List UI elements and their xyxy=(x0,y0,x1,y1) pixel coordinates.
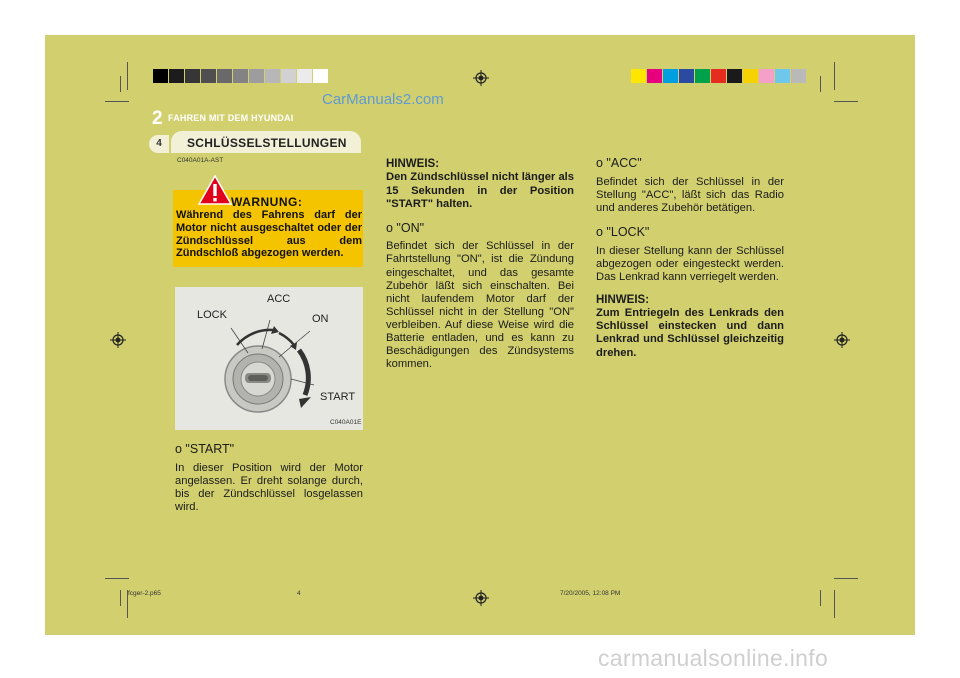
reference-code: C040A01A-AST xyxy=(177,157,224,164)
section-title: SCHLÜSSELSTELLUNGEN xyxy=(171,131,361,153)
color-swatch xyxy=(153,69,168,83)
color-swatch xyxy=(727,69,742,83)
color-swatch xyxy=(663,69,678,83)
watermark-link[interactable]: CarManuals2.com xyxy=(322,91,444,108)
figure-code: C040A01E xyxy=(330,419,362,426)
middle-column-text xyxy=(386,158,574,371)
start-heading: o "START" xyxy=(175,442,235,456)
registration-mark-icon xyxy=(473,70,489,86)
color-swatch xyxy=(759,69,774,83)
footer-datetime: 7/20/2005, 12:08 PM xyxy=(560,590,621,597)
figure-label-lock: LOCK xyxy=(197,309,227,321)
color-swatch xyxy=(743,69,758,83)
color-swatch xyxy=(249,69,264,83)
figure-label-on: ON xyxy=(312,313,329,325)
bottom-watermark-link[interactable]: carmanualsonline.info xyxy=(598,645,829,671)
on-text: Befindet sich der Schlüssel in der Fahrtstellung "ON", ist die Zündung eingeschaltet, und das gesamte Zubehör läßt sich einschalten. Bei nicht laufendem Motor darf der Schlüssel nicht in der Stellung "ON" verbleiben. Auf diese Weise wird die Batterie entladen, und es kann zu Beschädigungen des Zündsystems kommen. xyxy=(386,240,574,371)
color-swatch xyxy=(169,69,184,83)
color-swatch xyxy=(281,69,296,83)
color-swatch xyxy=(695,69,710,83)
right-note-heading: HINWEIS: xyxy=(596,293,650,306)
right-note-text: Zum Entriegeln des Lenkrads den Schlüssel einstecken und dann Lenkrad und Schlüssel gleichzeitig drehen. xyxy=(596,307,784,359)
color-swatch xyxy=(775,69,790,83)
color-swatch xyxy=(297,69,312,83)
registration-mark-icon xyxy=(473,590,489,606)
color-swatch xyxy=(647,69,662,83)
figure-label-start: START xyxy=(320,391,356,403)
chapter-title: FAHREN MIT DEM HYUNDAI xyxy=(168,113,294,123)
color-swatch xyxy=(631,69,646,83)
note-text: Den Zündschlüssel nicht länger als 15 Sekunden in der Position "START" halten. xyxy=(386,171,574,210)
right-column-text xyxy=(596,146,784,360)
registration-mark-icon xyxy=(834,332,850,348)
start-text: In dieser Position wird der Motor angelassen. Er dreht solange durch, bis der Zündschlüssel losgelassen wird. xyxy=(175,461,363,513)
on-heading: o "ON" xyxy=(386,220,425,235)
figure-label-acc: ACC xyxy=(267,293,291,305)
color-swatch xyxy=(679,69,694,83)
footer-file: fcger-2.p65 xyxy=(128,590,161,597)
color-swatch xyxy=(313,69,328,83)
warning-triangle-icon xyxy=(198,175,232,205)
lock-text: In dieser Stellung kann der Schlüssel abgezogen oder eingesteckt werden. Das Lenkrad kann verriegelt werden. xyxy=(596,244,784,283)
color-swatch xyxy=(201,69,216,83)
lock-heading: o "LOCK" xyxy=(596,224,650,239)
color-swatch xyxy=(265,69,280,83)
ignition-figure xyxy=(175,287,363,430)
acc-heading: o "ACC" xyxy=(596,156,642,170)
warning-text: Während des Fahrens darf der Motor nicht ausgeschaltet oder der Zündschlüssel aus dem Zündschloß abgezogen werden. xyxy=(176,209,362,260)
left-column-text xyxy=(175,432,363,514)
color-swatch xyxy=(791,69,806,83)
color-swatch xyxy=(233,69,248,83)
page-number: 4 xyxy=(149,135,169,153)
color-swatch xyxy=(185,69,200,83)
warning-title: WARNUNG: xyxy=(231,195,303,209)
note-heading: HINWEIS: xyxy=(386,158,440,170)
acc-text: Befindet sich der Schlüssel in der Stellung "ACC", läßt sich das Radio und anderes Zubehör betätigen. xyxy=(596,175,784,214)
chapter-number: 2 xyxy=(152,108,163,129)
color-swatch xyxy=(217,69,232,83)
registration-mark-icon xyxy=(110,332,126,348)
footer-page: 4 xyxy=(297,590,301,597)
color-swatch xyxy=(711,69,726,83)
